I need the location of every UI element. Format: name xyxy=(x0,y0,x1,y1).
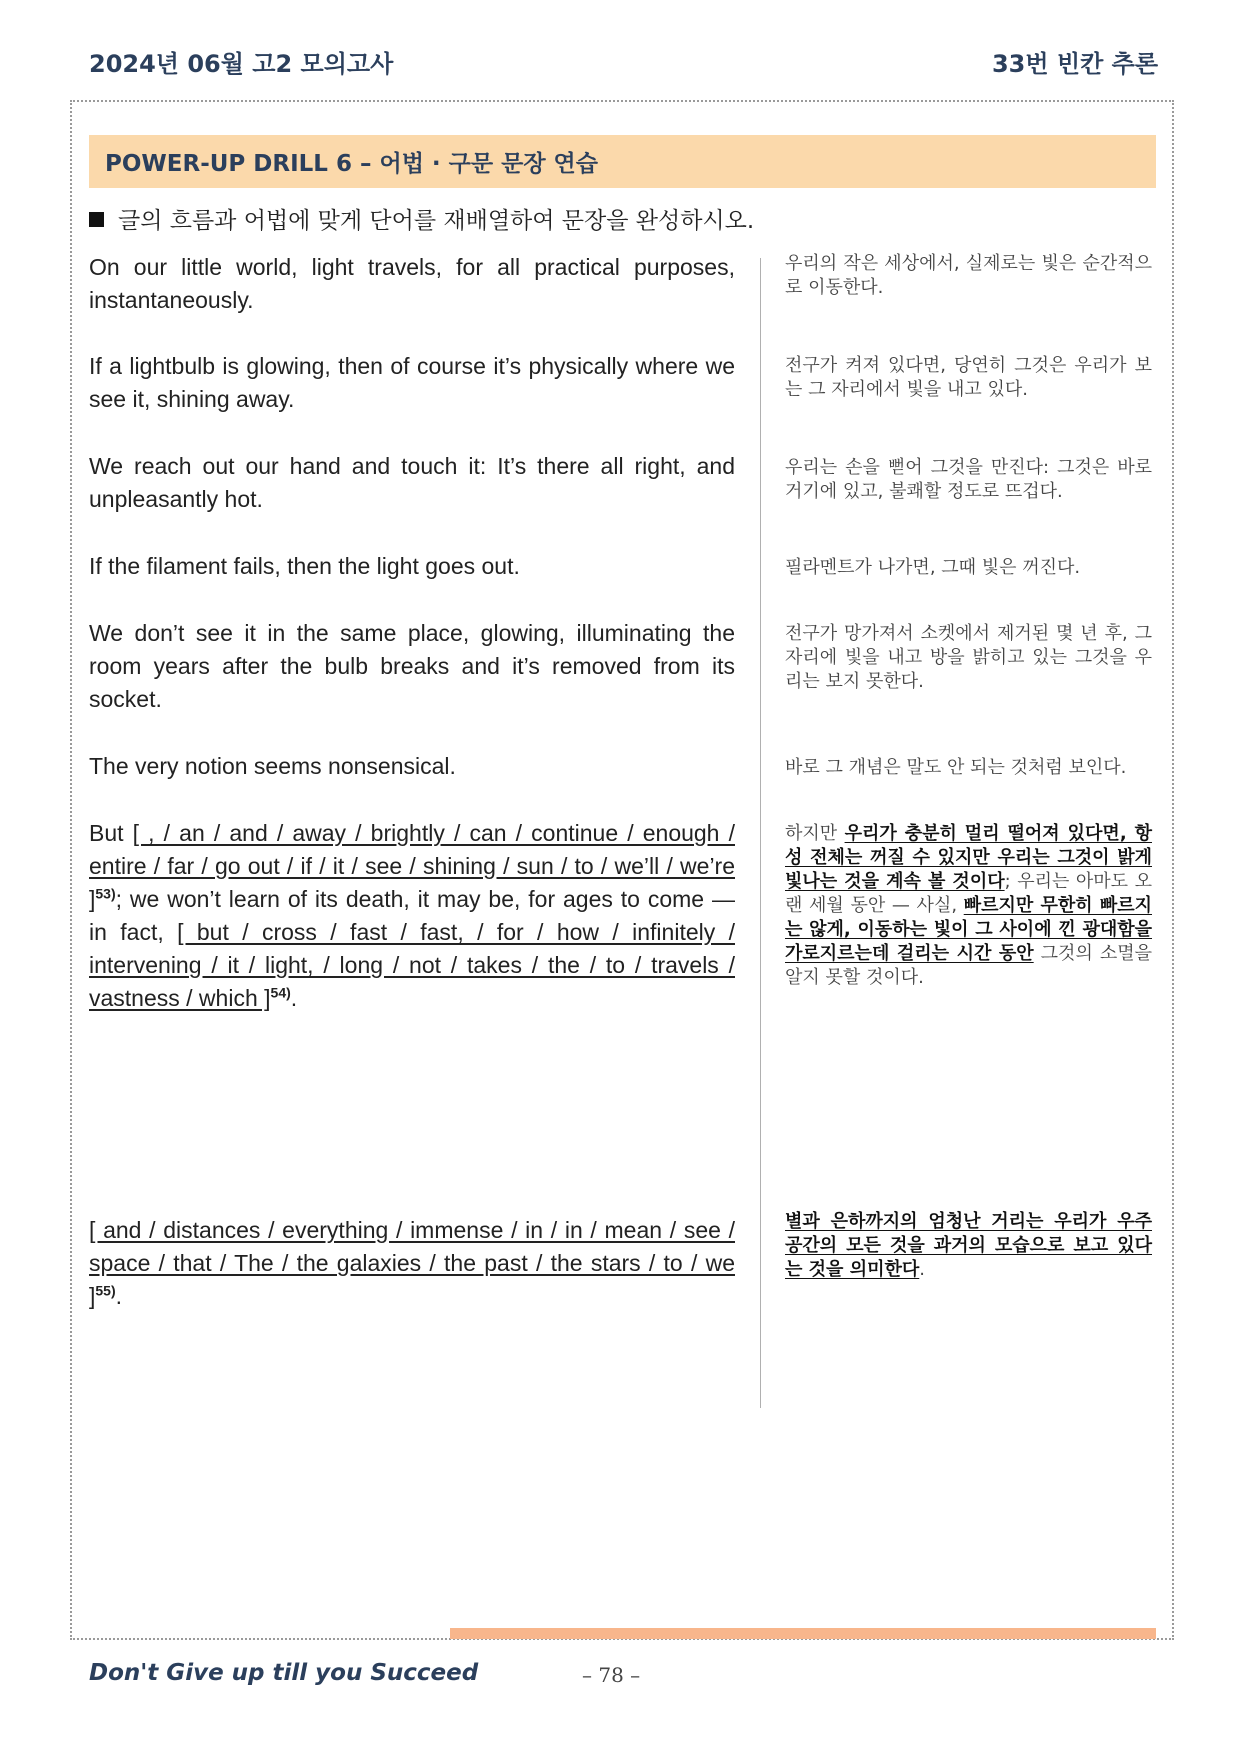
text: . xyxy=(919,1259,925,1280)
english-sentence-3: We reach out our hand and touch it: It’s there all right, and unpleasantly hot. xyxy=(89,453,735,512)
question-55-english xyxy=(89,1214,735,1313)
question-number-54: 54) xyxy=(270,984,291,1001)
word-scramble-55: [ and / distances / everything / immense / in / in / mean / see / space / that / The / the galaxies / the past / the stars / to / we ] xyxy=(89,1217,735,1309)
text: . xyxy=(115,1283,123,1309)
page-number: – 78 – xyxy=(582,1663,641,1687)
korean-translation-5: 전구가 망가져서 소켓에서 제거된 몇 년 후, 그 자리에 빛을 내고 방을 밝히고 있는 그것을 우리는 보지 못한다. xyxy=(785,623,1152,692)
english-sentence-6: The very notion seems nonsensical. xyxy=(89,753,456,779)
footer-accent-bar xyxy=(450,1628,1156,1639)
question-53-54-english xyxy=(89,817,735,1015)
text: ; 우리는 아마도 오랜 세월 동안 — 사실, xyxy=(785,871,1152,916)
instruction-text: 글의 흐름과 어법에 맞게 단어를 재배열하여 문장을 완성하시오. xyxy=(118,208,755,234)
header-exam-title: 2024년 06월 고2 모의고사 xyxy=(89,50,394,78)
text: . xyxy=(290,985,298,1011)
header-question-type: 33번 빈칸 추론 xyxy=(991,50,1158,78)
english-sentence-1: On our little world, light travels, for all practical purposes, instantaneously. xyxy=(89,254,735,313)
answer-hint-54: 빠르지만 무한히 빠르지는 않게, 이동하는 빛이 그 사이에 낀 광대함을 가로지르는데 걸리는 시간 동안 xyxy=(785,895,1152,964)
answer-hint-55: 별과 은하까지의 엄청난 거리는 우리가 우주 공간의 모든 것을 과거의 모습으로 보고 있다는 것을 의미한다 xyxy=(785,1211,1152,1280)
text: 그것의 소멸을 알지 못할 것이다. xyxy=(785,943,1152,988)
instruction xyxy=(89,202,754,235)
english-sentence-5: We don’t see it in the same place, glowing, illuminating the room years after the bulb breaks and it’s removed from its socket. xyxy=(89,620,735,712)
word-scramble-54: [ but / cross / fast / fast, / for / how / infinitely / intervening / it / light, / long / not / takes / the / to / travels / vastness / which ] xyxy=(89,919,735,1011)
answer-hint-53: 우리가 충분히 멀리 떨어져 있다면, 항성 전체는 꺼질 수 있지만 우리는 그것이 밝게 빛나는 것을 계속 볼 것이다 xyxy=(785,823,1152,892)
text: But xyxy=(89,820,133,846)
text: 하지만 xyxy=(785,823,845,844)
square-bullet-icon xyxy=(89,212,104,227)
drill-banner: POWER-UP DRILL 6 – 어법 · 구문 문장 연습 xyxy=(89,135,1156,188)
korean-translation-4: 필라멘트가 나가면, 그때 빛은 꺼진다. xyxy=(785,557,1081,578)
question-55-korean xyxy=(785,1210,1152,1282)
question-number-53: 53) xyxy=(95,885,116,902)
footer-slogan: Don't Give up till you Succeed xyxy=(89,1660,479,1686)
text: ; we won’t learn of its death, it may be, for ages to come — in fact, xyxy=(89,886,735,945)
english-sentence-2: If a lightbulb is glowing, then of course it’s physically where we see it, shining away. xyxy=(89,353,735,412)
column-divider xyxy=(760,258,761,1408)
question-number-55: 55) xyxy=(95,1282,116,1299)
question-53-54-korean xyxy=(785,822,1152,990)
word-scramble-53: [ , / an / and / away / brightly / can / continue / enough / entire / far / go out / if / it / see / shining / sun / to / we’ll / we’re ] xyxy=(89,820,735,912)
korean-translation-2: 전구가 켜져 있다면, 당연히 그것은 우리가 보는 그 자리에서 빛을 내고 있다. xyxy=(785,355,1152,400)
korean-translation-6: 바로 그 개념은 말도 안 되는 것처럼 보인다. xyxy=(785,757,1127,778)
english-sentence-4: If the filament fails, then the light goes out. xyxy=(89,553,520,579)
korean-translation-3: 우리는 손을 뻗어 그것을 만진다: 그것은 바로 거기에 있고, 불쾌할 정도로 뜨겁다. xyxy=(785,457,1152,502)
korean-translation-1: 우리의 작은 세상에서, 실제로는 빛은 순간적으로 이동한다. xyxy=(785,253,1152,298)
